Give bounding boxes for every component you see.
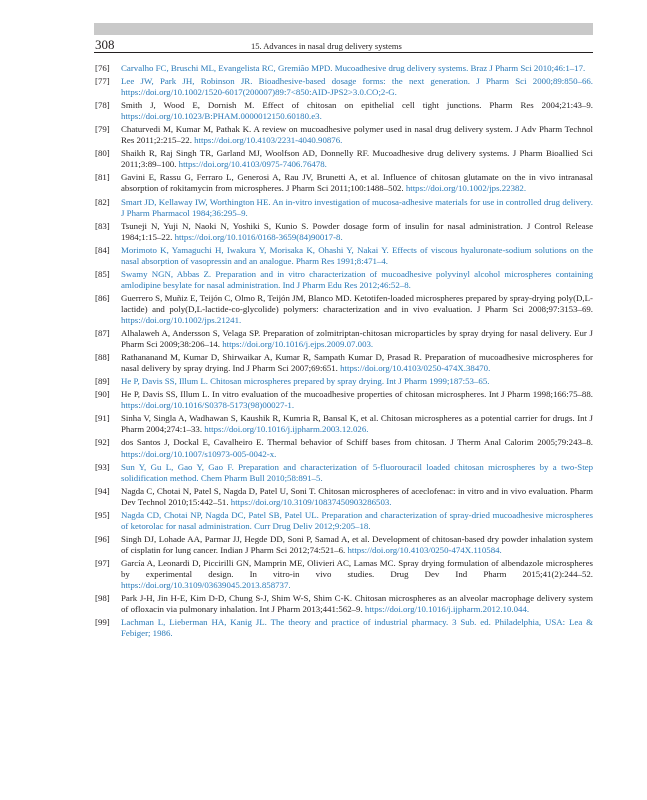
reference-item: [95, 437, 593, 459]
reference-text: Rathananand M, Kumar D, Shirwaikar A, Kumar R, Sampath Kumar D, Prasad R. Preparation of mucoadhesive microspheres for nasal delivery by spray drying. Ind J Pharm Sci 2007;69:651.: [121, 352, 593, 374]
reference-number: [88]: [95, 352, 110, 363]
reference-link[interactable]: Swamy NGN, Abbas Z. Preparation and in vitro characterization of mucoadhesive polyvinyl alcohol microspheres containing amlodipine besylate for nasal administration. Ind J Pharm Edu Res 2012;46:52–8.: [121, 268, 593, 290]
reference-number: [94]: [95, 485, 110, 496]
reference-item: [95, 486, 593, 508]
reference-text: Park J-H, Jin H-E, Kim D-D, Chung S-J, Shim W-S, Shim C-K. Chitosan microspheres as an alveolar macrophage delivery system of ofloxacin via pulmonary inhalation. Int J Pharm 2013;441:562–9.: [121, 593, 593, 615]
reference-number: [80]: [95, 148, 110, 159]
reference-item: [95, 558, 593, 591]
running-head: 15. Advances in nasal drug delivery systems: [251, 41, 402, 51]
reference-link[interactable]: Lee JW, Park JH, Robinson JR. Bioadhesive-based dosage forms: the next generation. J Pharm Sci 2000;89:850–66. https://doi.org/10.1002/1520-6017(200007)89:7<850:AID-JPS2>3.0.CO;2-G.: [121, 76, 593, 98]
reference-item: [95, 352, 593, 374]
doi-link[interactable]: https://doi.org/10.1016/j.ijpharm.2012.10.044.: [364, 604, 530, 615]
reference-text: Singh DJ, Lohade AA, Parmar JJ, Hegde DD, Soni P, Samad A, et al. Development of chitosan-based dry powder inhalation system of cisplatin for lung cancer. Indian J Pharm Sci 2012;74:521–6.: [121, 533, 593, 555]
doi-link[interactable]: https://doi.org/10.1016/j.ejps.2009.07.003.: [222, 339, 374, 350]
reference-link[interactable]: Nagda CD, Chotai NP, Nagda DC, Patel SB, Patel UL. Preparation and characterization of spray-dried mucoadhesive microspheres of ketorolac for nasal administration. Curr Drug Deliv 2012;9:205–18.: [121, 509, 593, 531]
reference-item: [95, 100, 593, 122]
reference-item: [95, 389, 593, 411]
reference-item[interactable]: [95, 76, 593, 98]
reference-text: He P, Davis SS, Illum L. In vitro evaluation of the mucoadhesive properties of chitosan microspheres. Int J Pharm 1998;166:75–88.: [121, 389, 593, 400]
reference-number: [77]: [95, 76, 110, 87]
reference-number: [79]: [95, 124, 110, 135]
reference-text: Chaturvedi M, Kumar M, Pathak K. A review on mucoadhesive polymer used in nasal drug delivery system. J Adv Pharm Technol Res 2011;2:215–22.: [121, 124, 593, 146]
reference-list: [95, 63, 593, 641]
reference-link[interactable]: He P, Davis SS, Illum L. Chitosan microspheres prepared by spray drying. Int J Pharm 1999;187:53–65.: [121, 376, 490, 387]
doi-link[interactable]: https://doi.org/10.1002/jps.21241.: [121, 314, 242, 325]
reference-item[interactable]: [95, 510, 593, 532]
reference-link[interactable]: Sun Y, Gu L, Gao Y, Gao F. Preparation and characterization of 5-fluorouracil loaded chitosan microspheres by a two-Step solidification method. Chem Pharm Bull 2010;58:891–5.: [121, 461, 593, 483]
reference-number: [87]: [95, 328, 110, 339]
doi-link[interactable]: https://doi.org/10.3109/10837450903286503.: [230, 496, 392, 507]
reference-number: [97]: [95, 557, 110, 568]
reference-text: Tsuneji N, Yuji N, Naoki N, Yoshiki S, Kunio S. Powder dosage form of insulin for nasal administration. J Control Release 1984;1:15–22.: [121, 220, 593, 242]
reference-number: [91]: [95, 413, 110, 424]
reference-link[interactable]: Smart JD, Kellaway IW, Worthington HE. An in-vitro investigation of mucosa-adhesive materials for use in controlled drug delivery. J Pharm Pharmacol 1984;36:295–9.: [121, 196, 593, 218]
doi-link[interactable]: https://doi.org/10.1016/j.ijpharm.2003.12.026.: [204, 424, 369, 435]
reference-number: [92]: [95, 437, 110, 448]
reference-item[interactable]: [95, 376, 593, 387]
reference-item: [95, 328, 593, 350]
reference-text: García A, Leonardi D, Piccirilli GN, Mamprin ME, Olivieri AC, Lamas MC. Spray drying formulation of albendazole microspheres by experimental design. In vitro-in vivo studies. Drug Dev Ind Pharm 2015;41(2):244–52.: [121, 557, 593, 579]
reference-number: [99]: [95, 617, 110, 628]
reference-number: [82]: [95, 196, 110, 207]
reference-item[interactable]: [95, 245, 593, 267]
reference-item[interactable]: [95, 197, 593, 219]
reference-item: [95, 534, 593, 556]
reference-text: Shaikh R, Raj Singh TR, Garland MJ, Woolfson AD, Donnelly RF. Mucoadhesive drug delivery systems. J Pharm Bioallied Sci 2011;3:89–100.: [121, 148, 593, 170]
header-rule: [94, 52, 593, 53]
reference-item: [95, 148, 593, 170]
reference-item[interactable]: [95, 63, 593, 74]
reference-text: dos Santos J, Dockal E, Cavalheiro E. Thermal behavior of Schiff bases from chitosan. J Therm Anal Calorim 2005;79:243–8.: [121, 437, 593, 448]
reference-link[interactable]: Carvalho FC, Bruschi ML, Evangelista RC, Gremião MPD. Mucoadhesive drug delivery systems. Braz J Pharm Sci 2010;46:1–17.: [121, 63, 586, 73]
doi-link[interactable]: https://doi.org/10.4103/0250-474X.38470.: [340, 363, 491, 374]
reference-link[interactable]: Lachman L, Lieberman HA, Kanig JL. The theory and practice of industrial pharmacy. 3 Sub. ed. Philadelphia, USA: Lea & Febiger; 1986.: [121, 617, 593, 639]
doi-link[interactable]: https://doi.org/10.1002/jps.22382.: [405, 183, 527, 194]
doi-link[interactable]: https://doi.org/10.4103/0250-474X.110584.: [347, 544, 502, 555]
reference-text: Gavini E, Rassu G, Ferraro L, Generosi A, Rau JV, Brunetti A, et al. Influence of chitosan glutamate on the in vivo intranasal absorption of rokitamycin from microspheres. J Pharm Sci 2011;100:1488–502.: [121, 172, 593, 194]
reference-link[interactable]: Morimoto K, Yamaguchi H, Iwakura Y, Morisaka K, Ohashi Y, Nakai Y. Effects of viscous hyaluronate-sodium solutions on the nasal absorption of vasopressin and an analogue. Pharm Res 1991;8:471–4.: [121, 244, 593, 266]
reference-number: [95]: [95, 509, 110, 520]
doi-link[interactable]: https://doi.org/10.4103/0975-7406.76478.: [178, 159, 327, 170]
reference-item: [95, 172, 593, 194]
page-number: 308: [95, 37, 115, 52]
reference-item: [95, 413, 593, 435]
reference-number: [76]: [95, 63, 110, 73]
reference-number: [85]: [95, 268, 110, 279]
doi-link[interactable]: https://doi.org/10.1007/s10973-005-0042-x.: [121, 448, 277, 459]
reference-item: [95, 124, 593, 146]
doi-link[interactable]: https://doi.org/10.1016/S0378-5173(98)00027-1.: [121, 400, 295, 411]
doi-link[interactable]: https://doi.org/10.4103/2231-4040.90876.: [194, 135, 343, 146]
reference-number: [89]: [95, 376, 110, 387]
reference-text: Nagda C, Chotai N, Patel S, Nagda D, Patel U, Soni T. Chitosan microspheres of aceclofenac: in vitro and in vivo evaluation. Pharm Dev Technol 2010;15:442–51.: [121, 485, 593, 507]
reference-number: [81]: [95, 172, 110, 183]
reference-number: [96]: [95, 533, 110, 544]
doi-link[interactable]: https://doi.org/10.1016/0168-3659(84)90017-8.: [174, 231, 343, 242]
doi-link[interactable]: https://doi.org/10.1023/B:PHAM.0000012150.60180.e3.: [121, 111, 322, 122]
reference-text: Sinha V, Singla A, Wadhawan S, Kaushik R, Kumria R, Bansal K, et al. Chitosan microspheres as a potential carrier for drugs. Int J Pharm 2004;274:1–33.: [121, 413, 593, 435]
reference-number: [78]: [95, 100, 110, 111]
header-band: [94, 23, 593, 35]
reference-item: [95, 593, 593, 615]
reference-number: [98]: [95, 593, 110, 604]
reference-number: [86]: [95, 292, 110, 303]
reference-item[interactable]: [95, 617, 593, 639]
reference-text: Smith J, Wood E, Dornish M. Effect of chitosan on epithelial cell tight junctions. Pharm Res 2004;21:43–9.: [121, 100, 593, 111]
reference-number: [83]: [95, 220, 110, 231]
reference-number: [90]: [95, 389, 110, 400]
reference-item: [95, 293, 593, 326]
reference-item: [95, 221, 593, 243]
reference-item[interactable]: [95, 462, 593, 484]
reference-text: Alhalaweh A, Andersson S, Velaga SP. Preparation of zolmitriptan-chitosan microparticles by spray drying for nasal delivery. Eur J Pharm Sci 2009;38:206–14.: [121, 328, 593, 350]
reference-item[interactable]: [95, 269, 593, 291]
reference-number: [84]: [95, 244, 110, 255]
reference-number: [93]: [95, 461, 110, 472]
reference-text: Guerrero S, Muñiz E, Teijón C, Olmo R, Teijón JM, Blanco MD. Ketotifen-loaded microspheres prepared by spray-drying poly(D,L-lactide) and poly(D,L-lactide-co-glycolide) polymers: characterization and in vivo evaluation. J Pharm Sci 2008;97:3153–69.: [121, 292, 593, 314]
doi-link[interactable]: https://doi.org/10.3109/03639045.2013.858737.: [121, 580, 291, 591]
